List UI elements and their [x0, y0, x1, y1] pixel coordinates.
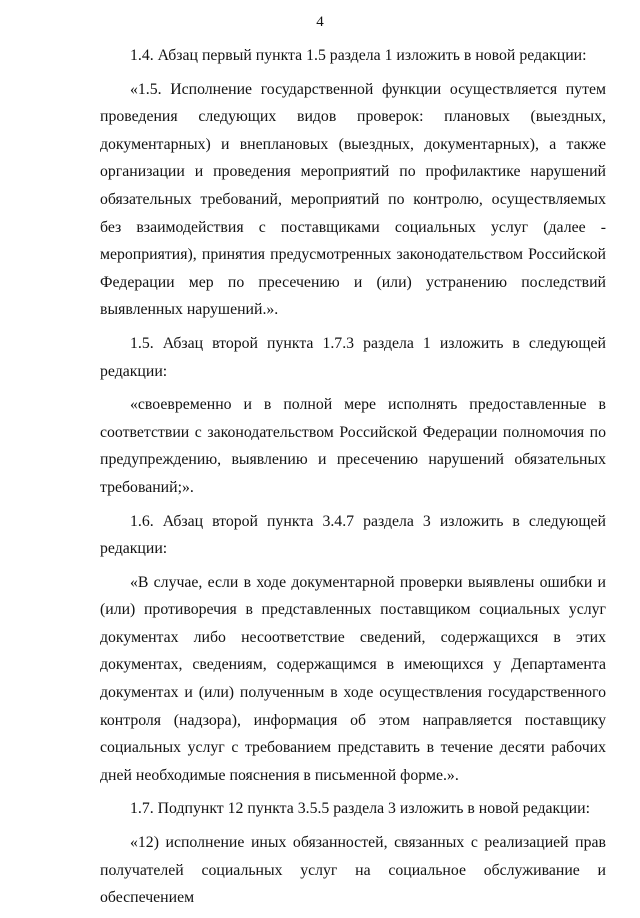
page-number: 4 — [316, 14, 324, 30]
paragraph-1-5-quote: «1.5. Исполнение государственной функции осуществляется путем проведения следующих видов проверок: плановых (выездных, документарных) и внеплановых (выездных, документарных), а также организации и проведения мероприятий по профилактике нарушений обязательных требований, мероприятий по контролю, осуществляемых без взаимодействия с поставщиками социальных услуг (далее - мероприятия), принятия предусмотренных законодательством Российской Федерации мер по пресечению и (или) устранению последствий выявленных нарушений.». — [100, 80, 606, 319]
paragraph-1-7-3-quote: «своевременно и в полной мере исполнять предоставленные в соответствии с законодательством Российской Федерации полномочия по предупреждению, выявлению и пресечению нарушений обязательных требований;». — [100, 396, 606, 496]
paragraph-1-5-heading: 1.5. Абзац второй пункта 1.7.3 раздела 1 изложить в следующей редакции: — [100, 334, 606, 380]
paragraph-3-5-5-quote: «12) исполнение иных обязанностей, связанных с реализацией прав получателей социальных услуг на социальное обслуживание и обеспечением — [100, 834, 606, 907]
paragraph-1-6-heading: 1.6. Абзац второй пункта 3.4.7 раздела 3 изложить в следующей редакции: — [100, 512, 606, 558]
paragraph-3-4-7-quote: «В случае, если в ходе документарной проверки выявлены ошибки и (или) противоречия в представленных поставщиком социальных услуг документах либо несоответствие сведений, содержащихся в этих документах, сведениям, содержащимся в имеющихся у Департамента документах и (или) полученным в ходе осуществления государственного контроля (надзора), информация об этом направляется поставщику социальных услуг с требованием представить в течение десяти рабочих дней необходимые пояснения в письменной форме.». — [100, 573, 606, 784]
document-body — [100, 42, 606, 918]
paragraph-1-7-heading: 1.7. Подпункт 12 пункта 3.5.5 раздела 3 изложить в новой редакции: — [130, 800, 590, 818]
paragraph-1-4-heading: 1.4. Абзац первый пункта 1.5 раздела 1 изложить в новой редакции: — [130, 47, 587, 64]
